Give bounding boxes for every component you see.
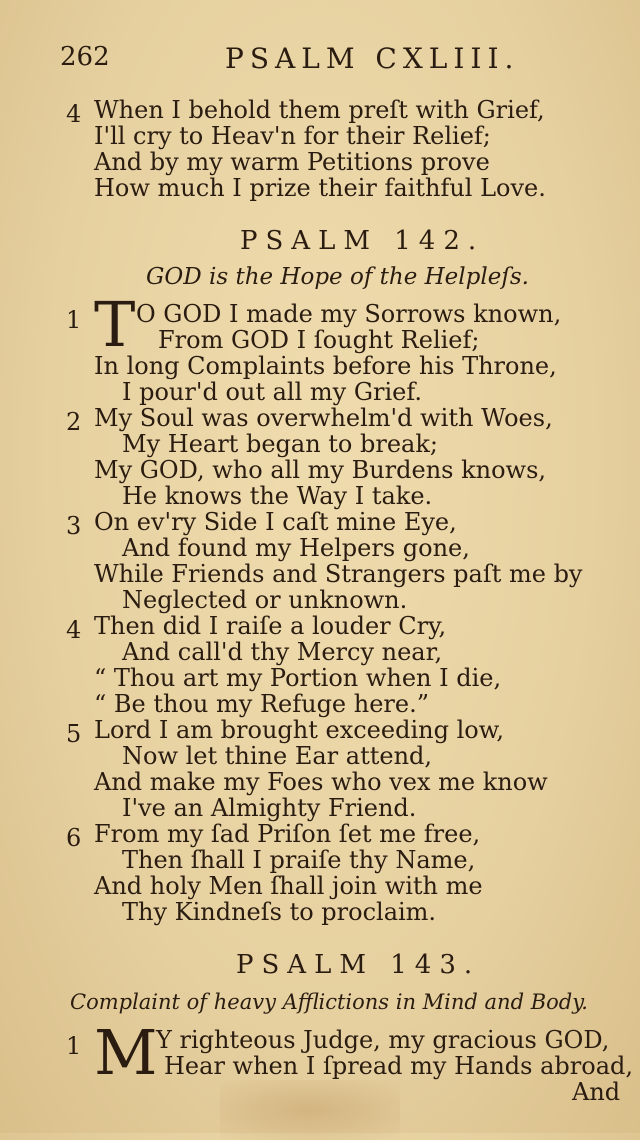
verse-line: From GOD I ſought Relief;: [158, 326, 480, 354]
verse-line: And call'd thy Mercy near,: [122, 638, 443, 666]
page-number: 262: [60, 42, 110, 72]
drop-cap: T: [94, 288, 136, 361]
verse-line: Then did I raiſe a louder Cry,: [94, 612, 447, 640]
catchword: And: [572, 1078, 621, 1106]
psalm-143-title: PSALM 143.: [236, 950, 481, 980]
verse-line: My Heart began to break;: [122, 430, 438, 458]
running-title: PSALM CXLIII.: [225, 42, 520, 75]
verse-line: In long Complaints before his Throne,: [94, 352, 557, 380]
verse-number: 3: [66, 512, 82, 540]
verse-line: My GOD, who all my Burdens knows,: [94, 456, 547, 484]
verse-line: How much I prize their faithful Love.: [94, 174, 546, 202]
verse-line: My Soul was overwhelm'd with Woes,: [94, 404, 553, 432]
running-header: [0, 42, 640, 82]
verse-number: 2: [66, 408, 82, 436]
drop-cap: M: [94, 1016, 158, 1089]
verse-line: And found my Helpers gone,: [122, 534, 470, 562]
verse-number: 4: [66, 616, 82, 644]
verse-line: When I behold them preſt with Grief,: [94, 96, 545, 124]
verse-line: On ev'ry Side I caſt mine Eye,: [94, 508, 457, 536]
psalm-142-title: PSALM 142.: [240, 226, 485, 256]
verse-line: I've an Almighty Friend.: [122, 794, 417, 822]
verse-line: Y righteous Judge, my gracious GOD,: [156, 1026, 610, 1054]
paper-stain: [220, 1080, 400, 1140]
verse-number: 1: [66, 1032, 82, 1060]
verse-number: 4: [66, 100, 82, 128]
psalm-142-subtitle: GOD is the Hope of the Helpleſs.: [146, 264, 529, 290]
verse-line: I pour'd out all my Grief.: [122, 378, 423, 406]
verse-line: Hear when I ſpread my Hands abroad,: [164, 1052, 634, 1080]
verse-number: 5: [66, 720, 82, 748]
psalm-143-subtitle: Complaint of heavy Afflictions in Mind and Body.: [70, 990, 588, 1014]
verse-line: Lord I am brought exceeding low,: [94, 716, 505, 744]
verse-line: And holy Men ſhall join with me: [94, 872, 483, 900]
verse-line: While Friends and Strangers paſt me by: [94, 560, 583, 588]
verse-line: Neglected or unknown.: [122, 586, 408, 614]
verse-line: I'll cry to Heav'n for their Relief;: [94, 122, 491, 150]
verse-number: 1: [66, 306, 82, 334]
verse-line: Thy Kindneſs to proclaim.: [122, 898, 437, 926]
verse-line: He knows the Way I take.: [122, 482, 433, 510]
verse-line: Then ſhall I praiſe thy Name,: [122, 846, 476, 874]
verse-line: “ Be thou my Refuge here.”: [94, 690, 429, 718]
verse-line: And make my Foes who vex me know: [94, 768, 548, 796]
verse-line: From my ſad Priſon ſet me free,: [94, 820, 481, 848]
verse-number: 6: [66, 824, 82, 852]
verse-line: O GOD I made my Sorrows known,: [136, 300, 562, 328]
verse-line: And by my warm Petitions prove: [94, 148, 490, 176]
verse-line: Now let thine Ear attend,: [122, 742, 433, 770]
verse-line: “ Thou art my Portion when I die,: [94, 664, 502, 692]
